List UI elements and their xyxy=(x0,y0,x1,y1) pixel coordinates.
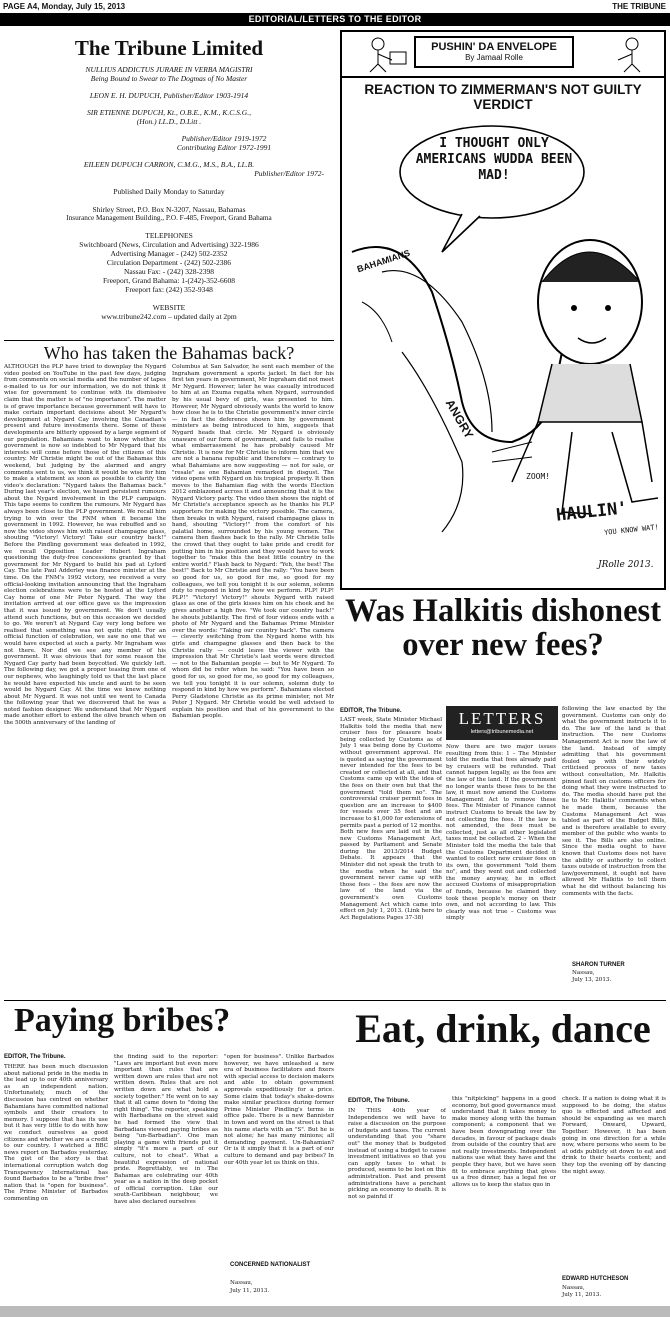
label-you-know-wat: YOU KNOW WAT! xyxy=(603,523,660,537)
cartoon-signature: JRolle 2013. xyxy=(598,560,654,570)
masthead-rule xyxy=(4,340,334,341)
editorial-column-2: Columbus at San Salvador, he sent each member of the Ingraham government a sports jacket. In fact for his first ten years in government, Mr Ingraham did not meet Mr Nygard. However, later he was casually introduced to him at an Exuma regatta when Nygard, surrounded by his usual bevy of girls, was presented to him. However, Mr Nygard obviously wants the world to know how close he is to the Christie government's inner circle — in fact the deference shown him by government ministers as being introduced to him, suggests that Nygard heads that circle. Mr Nygard is obviously unaware of our form of government, and fails to realise what embarrassment he has probably caused Mr Christie. It is now for Mr Christie to inform him that we are not a banana republic and therefore — contrary to what Bahamians are now suggesting — not for sale, or "resale" as one Bahamian remarked in disgust. The video opens with Nygard on his tropical property. It then moves to the Bahamian flag with the words Election 2012 emblazoned across it and announcing that it is the Nygard Victory party. The video then shows the night of Mr Christie's acceptance speech as he thanks his PLP supporters for making the victory possible. The camera, then breaks in with Nygard, raised champagne glass in hand, shouting "Victory!" from the comfort of his palatial home, surrounded by his young women. The camera then flashes back to the rally. Mr Christie tells the crowd that they ought to take pride and credit for putting him in his position and they would have to work together to "make this the best little country in the entire world." Flash back to Nygard: "Yeh, the best! The best!" Back to Mr Christie and the rally: "You have been so good for us, so good for me, so good for my colleagues, we tell you tonight it is our solemn, solemn duty to respond in kind by how we perform. PLP! PLP! PLP!" "Victory! Victory!" shouts Nygard with raised glass as one of the girls kisses him on his cheek and he gives another a high five. "We took our country back!" he shouts jubilantly. The first of four videos ends with a photo of Mr Nygard and the Bahamas Prime Minister over the words: "Taking our country back". The camera — cleverly switching from the Nygard home with his girls and champagne glasses and then back to the Christie rally — could leave the viewer with the impression that Mr Christie's last words were directed — not to the Bahamian people — but to Mr Nygard. To whom did he refer when he said: "You have been so good for us, so good for me, so good for my colleagues, we tell you tonight it is our solemn, solemn duty to respond in kind by how we perform". Bahamians elected Perry Gladstone Christie as its prime minister, not Mr Peter J Nygard. Mr Christie would be well advised to explain his position and that of his government to the Bahamian people. xyxy=(172,364,334,720)
letter-bribes-column-2: the finding said to the reporter: "Laws are important but even more important than rules that are written down are rules that are not written down. Rules that are not written down are what hold a society together." He went on to say that it all came down to "doing the right thing". The reporter, speaking with Barbadians on the street said he had formed the view that Barbadians viewed paying bribes as being "un-Barbadian". One man playing a game with friends put it simply "it's more a part of our culture, not to cheat". What a beautiful expression of national pride. Regrettably, we in The Bahamas are celebrating our 40th year as a nation in the deep pocket of official corruption. Like our south-Caribbean neighbour, we have also declared ourselves xyxy=(114,1054,218,1206)
letter-halkitis-salutation: EDITOR, The Tribune. xyxy=(340,708,402,714)
page-folio: PAGE A4, Monday, July 15, 2013 xyxy=(3,2,126,11)
letter-eat-column-2: this "nitpicking" happens in a good economy, but good governance must understand that it takes money to make money along with the human component; a component that we have been downgrading over the decades, in favour of package deals from outside of the country that are not really investments. Independent nations use what they have and the people they have, but we have seen fit to embrace anything that gives us a free dinner, has a legal fee or allows us to keep the status quo in xyxy=(452,1096,556,1188)
editorial-column-1: ALTHOUGH the PLP have tried to downplay the Nygard video posted on YouTube in the past few days, judging from comments on social media and the number of tapes e-mailed to us for our information, we do not think it wise for government to continue with its dismissive claim that the matter is of "no importance". The matter is of grave importance because government will have to make certain important decisions about Mr Nygard's development at Nygard Cay involving the Canadian's present and future investments there. Some of these developments are bitterly opposed by a large segment of our population. Bahamians want to know whether its government is now so indebted to Mr Nygard that his interests will come before those of the citizens of this country. Mr Christie might be out of the Bahamas this weekend, but judging by the alarmed and angry comments sent to us, we think it would be wise for him to make a statement as soon as possible to clarify the video's declaration: "Nygard takes the Bahamas back." During last year's election, we heard persistent rumours about the Nygard involvement in the PLP campaign. This tape seems to confirm the rumours. Mr Nygard has always been close to the PLP government. We recall him trying to win over the FNM when it became the government in 1992. However, he was rebuffed and so now the video shows him with raised champagne glass, shouting "Victory! Victory! Take our country back!" Before the Pindling government was defeated in 1992, we recall Opposition Leader Hubert Ingraham questioning the duty-free concessions granted by that government for Mr Nygard to build his pad at Lyford Cay. The late Paul Adderley was finance minister at the time. On the FNM's 1992 victory, we received a very official-looking invitation announcing that the Ingraham election celebrations were to be hosted at the Lyford Cay home of one Mr Peter Nygard. The way the invitation arrived at our office gave us the impression that it was issued by government. We don't usually attend such functions, but on this occasion we decided to go. We weren't at Nygard Cay very long before we realised that something was not quite right. For an official function of celebration, we saw no one that we would have expected at such a party. Mr Ingraham was not there. Nor did we see any member of his government. It was obvious that for some reason the Nygard Cay party had been boycotted. We quickly left. The following day, we got a proper teasing from one of our nephews, who laughingly told us that the last place he would have expected his uncle and aunt to be seen would be Nygard Cay. At the time we knew nothing about Mr Nygard. It was not until we went to Canada the following year that we discovered that he was a noted fashion designer. We understand that Mr Nygard made another effort to extend the olive branch when on the 500th anniversary of the landing of xyxy=(4,364,166,727)
paper-name: THE TRIBUNE xyxy=(612,2,666,11)
letter-eat-place: Nassau, xyxy=(562,1285,585,1291)
telephone-line: Nassau Fax: - (242) 328-2398 xyxy=(124,267,214,276)
telephone-line: Advertising Manager - (242) 502-2352 xyxy=(110,249,228,258)
masthead-motto: NULLIUS ADDICTUS JURARE IN VERBA MAGISTRI xyxy=(85,65,253,74)
masthead-founder: LEON E. H. DUPUCH, Publisher/Editor 1903-1914 xyxy=(89,91,249,100)
letter-halkitis-signer: SHARON TURNER xyxy=(572,962,625,968)
letter-bribes-column-1: THERE has been much discussion about national pride in the media in the lead up to our 40th anniversary as an independent nation. Unfortunately, much of the discussion has centred on whether Bahamians have committed national symbols and their creators to memory. I suppose that has its use but it has very little to do with how we conduct ourselves as good citizens and whether we are a credit to our country. I watched a BBC news report on Barbados yesterday. The gist of the story is that international corruption watch dog Transparency International has found Barbados to be a "bribe free" nation that is "open for business". The Prime Minister of Barbados commenting on xyxy=(4,1064,108,1202)
cartoonist-figure-icon xyxy=(600,34,664,74)
masthead-etienne-3: Publisher/Editor 1919-1972 xyxy=(181,134,267,143)
sfx-zoom: ZOOM! xyxy=(526,472,551,481)
cartoon-strip-title: PUSHIN' DA ENVELOPE xyxy=(431,41,557,53)
letter-halkitis-date: July 13, 2013. xyxy=(572,977,612,983)
letter-eat-salutation: EDITOR, The Tribune. xyxy=(348,1098,410,1104)
letter-eat-date: July 11, 2013. xyxy=(562,1292,602,1298)
website-url: www.tribune242.com – updated daily at 2pm xyxy=(101,312,237,321)
masthead-title: The Tribune Limited xyxy=(74,36,264,60)
masthead-published: Published Daily Monday to Saturday xyxy=(113,187,225,196)
letter-halkitis-column-2: Now there are two major issues resulting from this: 1 – The Minister told the media that fees already paid by cruisers will be refunded. That cannot happen legally, as the fees are the law of the land. If the government no longer wants these fees to be the law, it must now amend the Customs Management Act to remove these fees. The Minister of Finance cannot instruct Customs to break the law by not collecting the fees. If the law is not amended, the fees must be collected, just as all other legislated taxes must be collected. 2 – When the Minister told the media the tale that the Customs Department decided it wanted to collect new cruiser fees on its own, the government "told them no", and they went out and collected the money anyway, he in effect accused Customs of misappropriation of funds, because he claimed they took these people's money on their own, and not according to law. This clearly was not true – Customs was simply xyxy=(446,744,556,922)
masthead xyxy=(4,30,334,321)
letter-eat-column-1: IN THIS 40th year of Independence we will have to raise a discussion on the purpose of budgets and taxes. The current understanding that you "share out" the money that is budgeted instead of using a budget to cause investment initiatives so that you can apply taxes to what is produced, seems to be lost on this administration. Past and present administrations have a penchant picking an economy to death. It is not so painful if xyxy=(348,1108,446,1200)
cartoon-panel xyxy=(340,30,666,590)
letter-bribes-salutation: EDITOR, The Tribune. xyxy=(4,1054,66,1060)
letter-halkitis-place: Nassau, xyxy=(572,970,595,976)
letters-logo-text: LETTERS xyxy=(458,709,546,728)
masthead-eileen: EILEEN DUPUCH CARRON, C.M.G., M.S., B.A., LL.B. xyxy=(83,160,255,169)
speech-bubble-text: I THOUGHT ONLY AMERICANS WUDDA BEEN MAD! xyxy=(415,136,573,183)
letter-eat-column-3: check. If a nation is doing what it is supposed to be doing, the status quo is effected and affected and should be expanding as we march Forward, Onward, Upward, Together. However, it has been going in one direction for a while now, where persons who seem to be at odds publicly sit down to eat and drink to their hearts content; and they top the evening off by dancing the night away. xyxy=(562,1096,666,1175)
cartoon-headline: REACTION TO ZIMMERMAN'S NOT GUILTY VERDICT xyxy=(364,82,642,112)
letter-bribes-date: July 11, 2013. xyxy=(230,1288,270,1294)
masthead-etienne-4: Contributing Editor 1972-1991 xyxy=(176,143,272,152)
letter-eat-headline: Eat, drink, dance xyxy=(355,1006,651,1051)
letter-halkitis-headline: Was Halkitis dishonest over new fees? xyxy=(344,593,662,663)
masthead-address-2: Insurance Management Building., P.O. F-485, Freeport, Grand Bahama xyxy=(66,214,272,222)
letters-email: letters@tribunemedia.net xyxy=(470,729,534,735)
masthead-address: Shirley Street, P.O. Box N-3207, Nassau, Bahamas xyxy=(92,205,246,214)
telephone-line: Freeport fax: (242) 352-9348 xyxy=(125,285,213,294)
label-bahamians: BAHAMIANS xyxy=(355,247,412,275)
masthead-etienne-2: (Hon.) LL.D., D.Litt . xyxy=(136,117,202,126)
telephone-line: Circulation Department - (242) 502-2386 xyxy=(106,258,232,267)
letters-logo xyxy=(446,706,558,740)
letter-halkitis-column-3: following the law enacted by the government. Customs can only do what the government instructs it to do. The law of the land is that instruction. The new Customs Management Act is now the law of the land. Instead of simply admitting that his government fouled up with their widely criticised process of new taxes without consultation, Mr. Halkitis pinned fault on customs officers for doing what they were instructed to do. The media should have put the lie to Mr. Halkitis' comments when he made them, because the Customs Management Act was tabled as part of the Budget Bills, and is therefore available to every member of the public who wants to see it. The Bills are also online. Since the media ought to have known that Customs does not have the ability or authority to collect taxes outside of instruction from the law/government, it ought not have allowed Mr Halkitis to tell them what he did without balancing his comments with the facts. xyxy=(562,706,666,897)
letter-halkitis-column-1: LAST week, State Minister Michael Halkitis told the media that new cruiser fees for pleasure boats being collected by Customs as of July 1 was being done by Customs without government approval. He is quoted as saying the government never intended for the fees to be created or collected at all, and that Customs came up with the idea of the fees on their own but that the government "told them no". The controversial cruiser permit fees in question are an increase to $400 for vessels over 35 feet and an increase to $1,000 for extensions of permits past a period of 12 months. Both new fees are laid out in the new Customs Management Act, passed by Parliament and Senate during the 2013/2014 Budget Debate. It appears that the Minister did not speak the truth to the media when he said the government never came up with those fees – the fees are now the law of the land via the government's own Customs Management Act which came into effect on July 1, 2013. (Link here to Act Regulations Pages 37-38) xyxy=(340,717,442,921)
label-haulin: HAULIN' xyxy=(555,498,629,526)
masthead-motto-translation: Being Bound to Swear to The Dogmas of No Master xyxy=(90,74,248,83)
letter-bribes-signer: CONCERNED NATIONALIST xyxy=(230,1262,311,1268)
footer-bar xyxy=(0,1306,670,1317)
telephones-heading: TELEPHONES xyxy=(145,231,193,240)
website-heading: WEBSITE xyxy=(152,303,186,312)
letter-bribes-headline: Paying bribes? xyxy=(14,1002,231,1039)
section-bar: EDITORIAL/LETTERS TO THE EDITOR xyxy=(0,13,670,26)
label-angry: ANGRY xyxy=(442,396,477,442)
section-rule xyxy=(4,1000,666,1001)
letter-bribes-column-3: "open for business". Unlike Barbados however, we have unleashed a new era of business facilitators and fixers with special access to decision makers and able to obtain government approvals expeditiously for a price. Some claim that today's shake-downs make similar practices during former Prime Minister Pindling's terms in office pale. There is a new Bannister in town and word on the street is that his name starts with an "S". But he is not alone; he has many minions; all demanding payment. Un-Bahamian? Or is it simply that it is a part of our culture to demand and pay bribes? In our 40th year let us think on this. xyxy=(224,1054,334,1166)
telephone-line: Freeport, Grand Bahama: 1-(242)-352-6608 xyxy=(102,276,236,285)
telephone-line: Switchboard (News, Circulation and Advertising) 322-1986 xyxy=(79,240,259,249)
cartoon-strip-title-box xyxy=(414,36,574,68)
letter-bribes-place: Nassau, xyxy=(230,1280,253,1286)
masthead-etienne: SIR ETIENNE DUPUCH, Kt., O.B.E., K.M., K.C.S.G., xyxy=(87,108,251,117)
letter-eat-signer: EDWARD HUTCHESON xyxy=(562,1276,629,1282)
cartoonist-figure-icon xyxy=(346,34,410,74)
editorial-headline: Who has taken the Bahamas back? xyxy=(43,343,295,363)
masthead-eileen-2: Publisher/Editor 1972- xyxy=(254,169,324,178)
cartoon-byline: By Jamaal Rolle xyxy=(465,53,523,62)
